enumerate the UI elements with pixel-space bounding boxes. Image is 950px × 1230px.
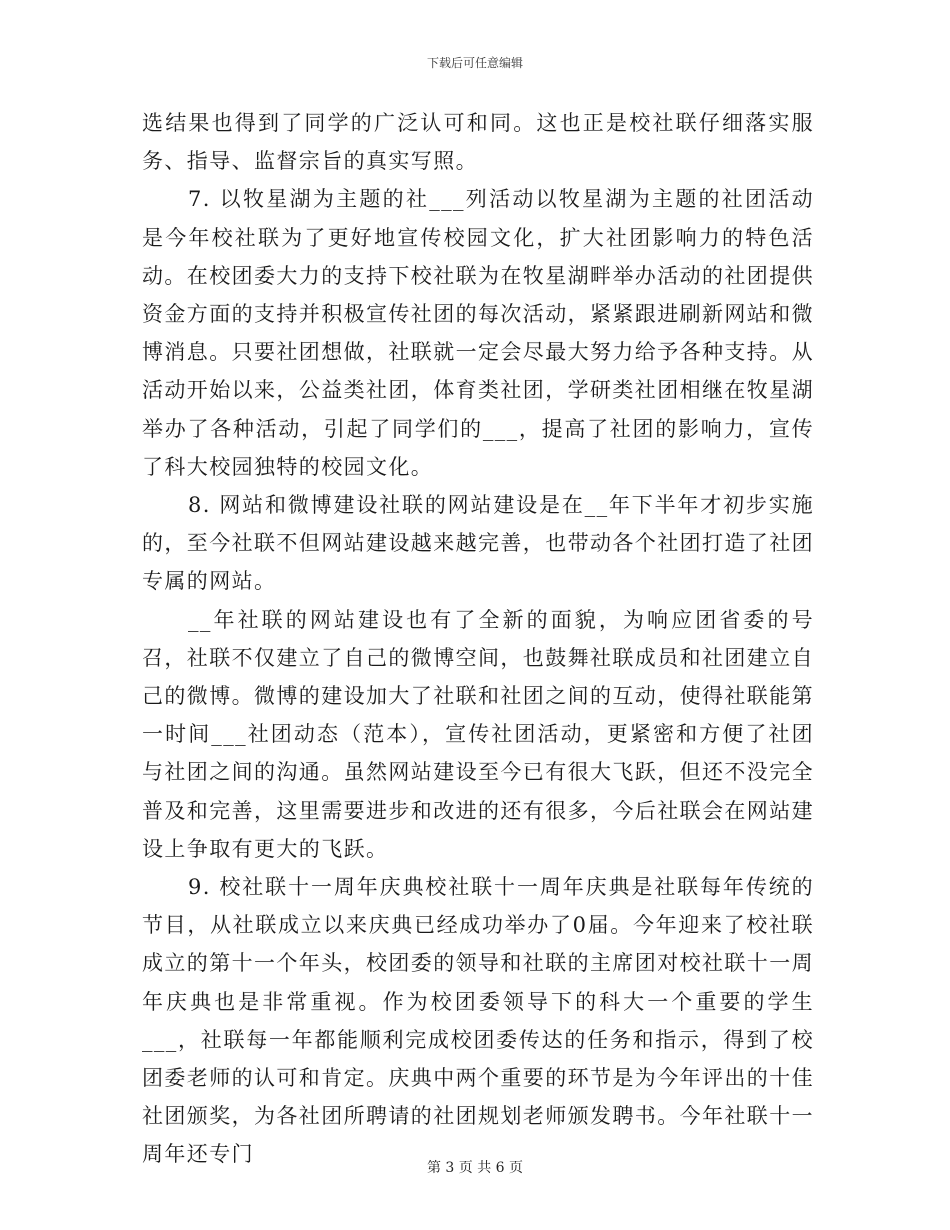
paragraph-4: __年社联的网站建设也有了全新的面貌，为响应团省委的号召，社联不仅建立了自己的微博空间，也鼓舞社联成员和社团建立自己的微博。微博的建设加大了社联和社团之间的互动，使得社联能第一时间___社团动态（范本），宣传社团活动，更紧密和方便了社团与社团之间的沟通。虽然网站建设至今已有很大飞跃，但还不没完全普及和完善，这里需要进步和改进的还有很多，今后社联会在网站建设上争取有更大的飞跃。 bbox=[142, 607, 814, 861]
paragraph-1: 选结果也得到了同学的广泛认可和同。这也正是校社联仔细落实服务、指导、监督宗旨的真实写照。 bbox=[142, 111, 814, 174]
paragraph-3: 8. 网站和微博建设社联的网站建设是在__年下半年才初步实施的，至今社联不但网站建设越来越完善，也带动各个社团打造了社团专属的网站。 bbox=[142, 493, 814, 594]
page-number: 第 3 页 共 6 页 bbox=[426, 1160, 524, 1176]
paragraph-5: 9. 校社联十一周年庆典校社联十一周年庆典是社联每年传统的节目，从社联成立以来庆典已经成功举办了0届。今年迎来了校社联成立的第十一个年头，校团委的领导和社联的主席团对校社联十一周年庆典也是非常重视。作为校团委领导下的科大一个重要的学生___，社联每一年都能顺利完成校团委传达的任务和指示，得到了校团委老师的认可和肯定。庆典中两个重要的环节是为今年评出的十佳社团颁奖，为各社团所聘请的社团规划老师颁发聘书。今年社联十一周年还专门 bbox=[142, 875, 814, 1167]
document-body bbox=[142, 104, 814, 1174]
page-header: 下载后可任意编辑 bbox=[426, 56, 523, 70]
paragraph-2: 7. 以牧星湖为主题的社___列活动以牧星湖为主题的社团活动是今年校社联为了更好地宣传校园文化，扩大社团影响力的特色活动。在校团委大力的支持下校社联为在牧星湖畔举办活动的社团提供资金方面的支持并积极宣传社团的每次活动，紧紧跟进刷新网站和微博消息。只要社团想做，社联就一定会尽最大努力给予各种支持。从活动开始以来，公益类社团，体育类社团，学研类社团相继在牧星湖举办了各种活动，引起了同学们的___，提高了社团的影响力，宣传了科大校园独特的校园文化。 bbox=[142, 187, 814, 479]
